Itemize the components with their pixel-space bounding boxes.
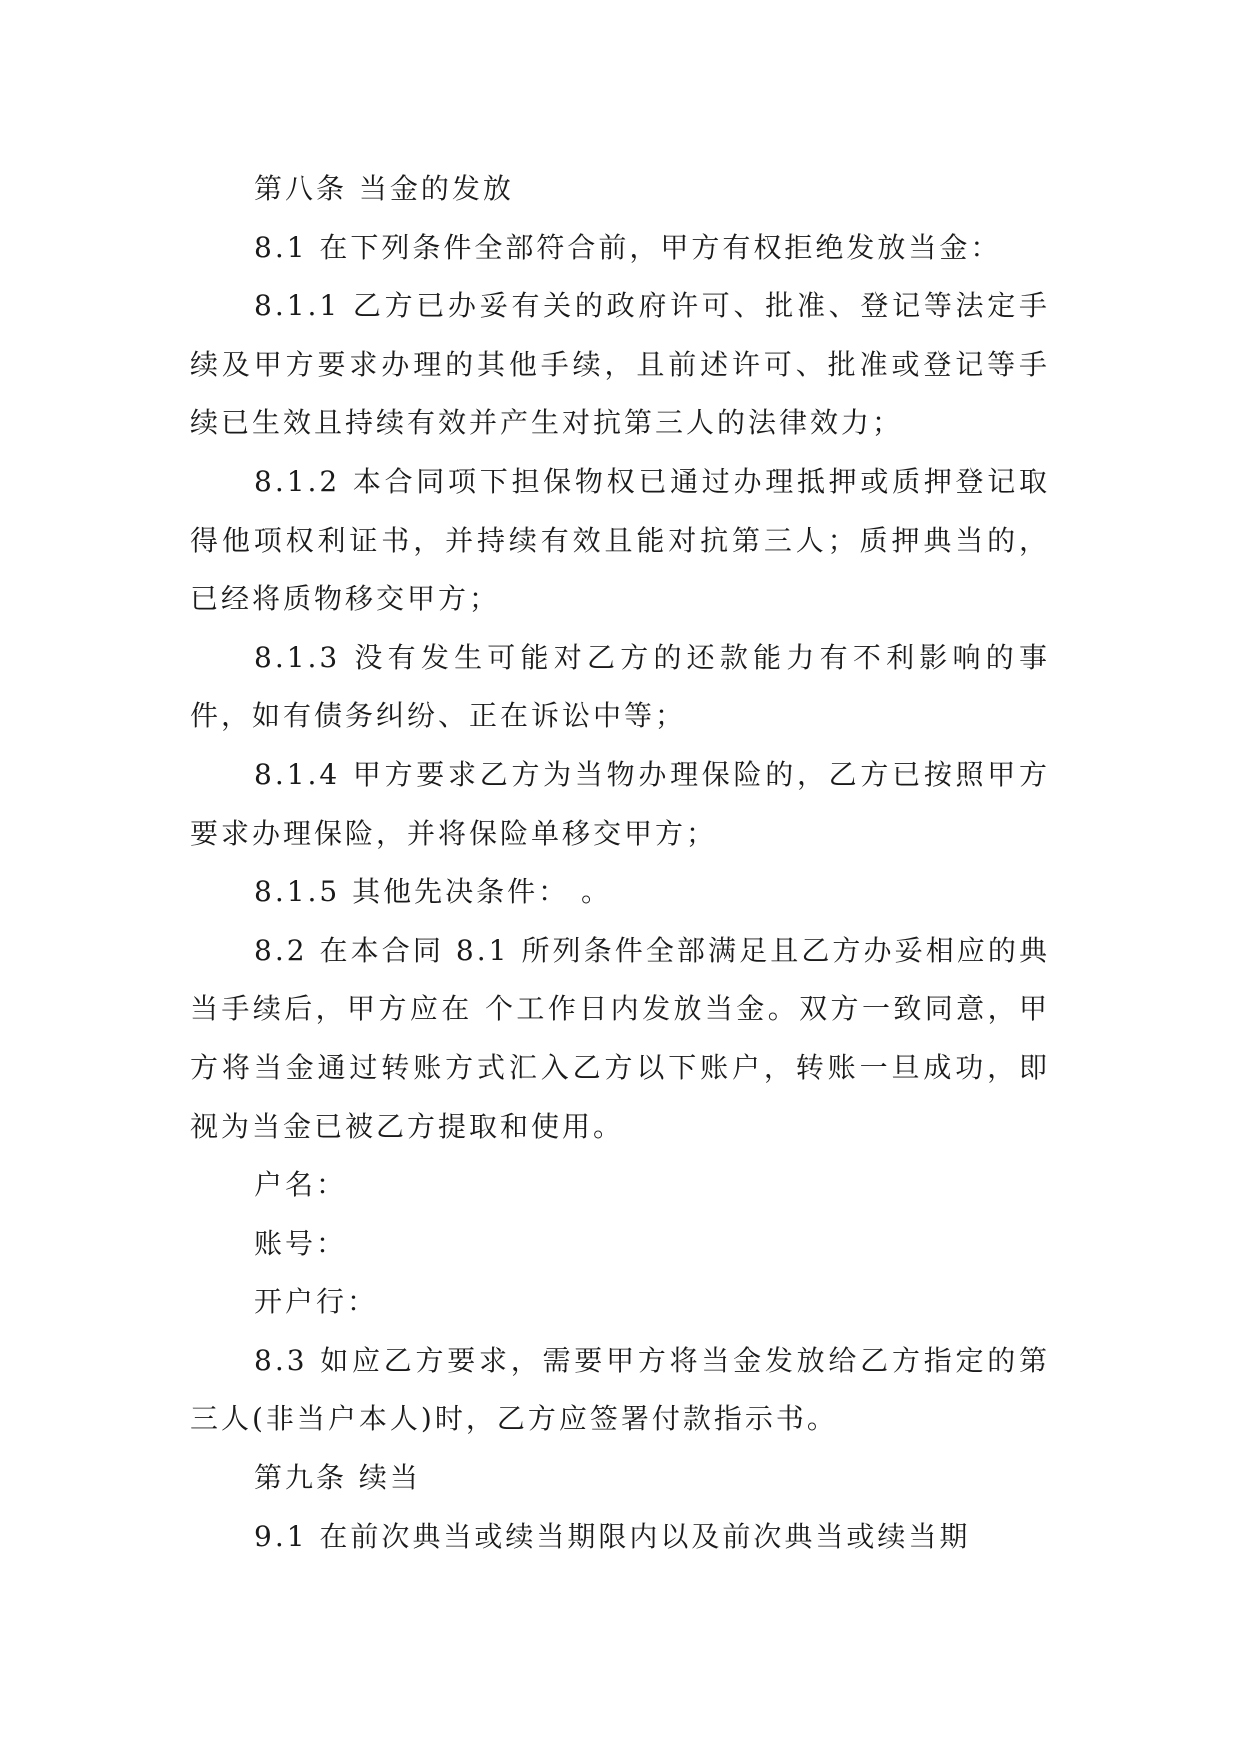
account-name-field: 户名：: [254, 1168, 348, 1202]
account-number-field: 账号：: [254, 1226, 348, 1260]
clause-9-1: 9.1 在前次典当或续当期限内以及前次典当或续当期: [254, 1519, 971, 1553]
bank-branch-field: 开户行：: [254, 1285, 379, 1319]
clause-8-1-1: 8.1.1 乙方已办妥有关的政府许可、批准、登记等法定手续及甲方要求办理的其他手续，且前述许可、批准或登记等手续已生效且持续有效并产生对抗第三人的法律效力；: [190, 289, 1050, 440]
article-9-heading: 第九条 续当: [254, 1461, 421, 1495]
clause-8-1-2: 8.1.2 本合同项下担保物权已通过办理抵押或质押登记取得他项权利证书，并持续有效且能对抗第三人；质押典当的，已经将质物移交甲方；: [190, 464, 1050, 616]
clause-8-1-3: 8.1.3 没有发生可能对乙方的还款能力有不利影响的事件，如有债务纠纷、正在诉讼中等；: [190, 640, 1050, 733]
clause-8-1-4: 8.1.4 甲方要求乙方为当物办理保险的，乙方已按照甲方要求办理保险，并将保险单移交甲方；: [190, 757, 1050, 850]
clause-8-2: 8.2 在本合同 8.1 所列条件全部满足且乙方办妥相应的典当手续后，甲方应在 个工作日内发放当金。双方一致同意，甲方将当金通过转账方式汇入乙方以下账户，转账一旦成功，即视为当金已被乙方提取和使用。: [190, 933, 1050, 1143]
document-body: [190, 160, 1050, 1566]
clause-8-1-5: 8.1.5 其他先决条件： 。: [254, 875, 613, 909]
article-8-heading: 第八条 当金的发放: [254, 172, 514, 205]
clause-8-1: 8.1 在下列条件全部符合前，甲方有权拒绝发放当金：: [254, 230, 1002, 264]
clause-8-3: 8.3 如应乙方要求，需要甲方将当金发放给乙方指定的第三人(非当户本人)时，乙方应签署付款指示书。: [190, 1343, 1050, 1436]
